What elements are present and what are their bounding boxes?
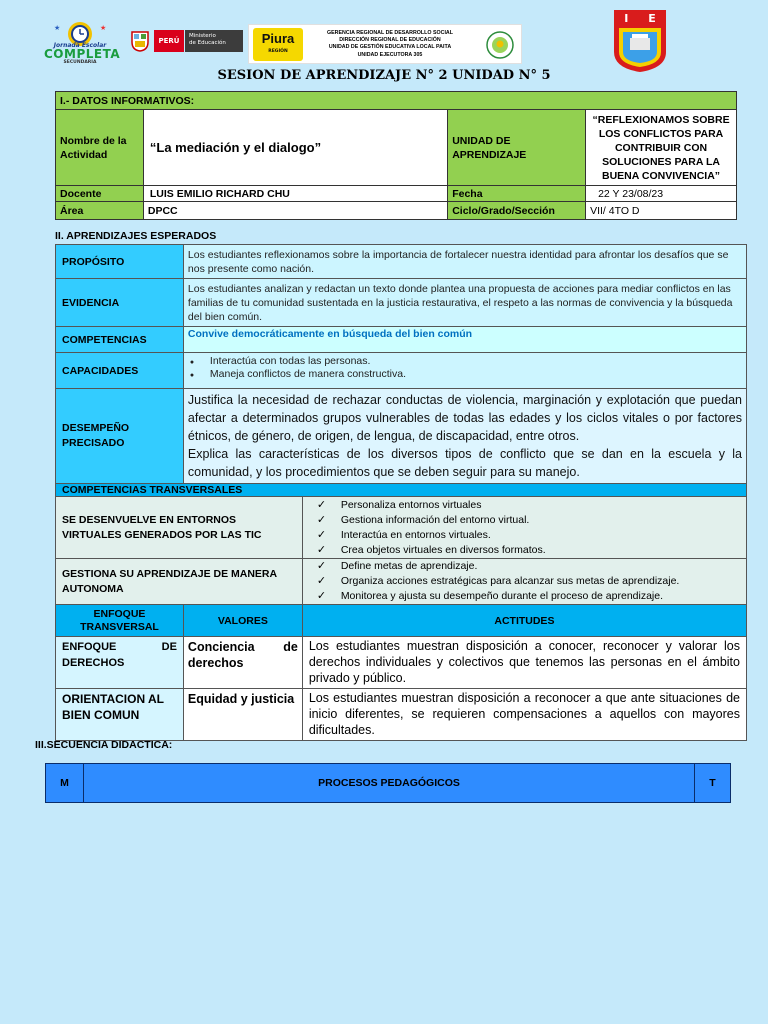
nombre-label: Nombre de la Actividad — [56, 110, 144, 186]
desempeno-paragraph-2: Explica las características de los diversos tipos de conflicto que se dan en la escuela y la comunidad, y los procedimientos que se deben seguir para su manejo. — [187, 447, 742, 479]
capacidades-label: CAPACIDADES — [56, 353, 184, 389]
transversales-header: COMPETENCIAS TRANSVERSALES — [56, 484, 747, 497]
valores-header: VALORES — [183, 605, 302, 637]
fecha-label: Fecha — [448, 186, 586, 202]
list-item: ✓ Personaliza entornos virtuales — [341, 498, 746, 513]
ugel-emblem-icon — [485, 30, 515, 60]
gerencia-line: UNIDAD DE GESTIÓN EDUCATIVA LOCAL PAITA — [328, 44, 452, 51]
logo-jec-top-text: Jornada Escolar — [53, 42, 107, 49]
piura-logo — [253, 28, 303, 61]
jornada-escolar-completa-logo — [44, 18, 121, 66]
list-item: ✓ Monitorea y ajusta su desempeño durante el proceso de aprendizaje. — [341, 589, 746, 604]
tic-list — [303, 498, 746, 558]
autonoma-cell — [302, 559, 746, 605]
enfoque-derechos-valor: Conciencia de derechos — [183, 637, 302, 689]
piura-region-banner — [248, 24, 522, 64]
capacidades-list — [188, 355, 742, 381]
piura-logo-text: Piura — [261, 31, 295, 46]
datos-section-title: I.- DATOS INFORMATIVOS: — [56, 92, 737, 110]
competencias-label: COMPETENCIAS — [56, 327, 184, 353]
svg-text:★: ★ — [100, 24, 107, 32]
actitudes-header: ACTITUDES — [302, 605, 746, 637]
ie-letters: I E — [624, 12, 664, 25]
evidencia-value: Los estudiantes analizan y redactan un texto donde plantea una propuesta de acciones para mediar conflictos en las familias de tu comunidad sustentada en la justicia restaurativa, el respeto a las normas de convivencia y la búsqueda del bien común. — [183, 279, 746, 327]
tic-label: SE DESENVUELVE EN ENTORNOS VIRTUALES GENERADOS POR LAS TIC — [56, 497, 303, 559]
enfoque-bien-comun-valor: Equidad y justicia — [183, 689, 302, 741]
desempeno-cell — [183, 389, 746, 484]
col-m-header: M — [46, 764, 84, 803]
area-label: Área — [56, 202, 144, 220]
aprendizajes-section-title: II. APRENDIZAJES ESPERADOS — [55, 230, 217, 242]
capacidades-cell — [183, 353, 746, 389]
svg-text:★: ★ — [54, 24, 61, 32]
desempeno-label: DESEMPEÑO PRECISADO — [56, 389, 184, 484]
piura-logo-sub: REGIÓN — [268, 49, 288, 54]
enfoque-derechos-actitud: Los estudiantes muestran disposición a conocer, reconocer y valorar los derechos individuales y colectivos que tenemos las personas en el ámbito privado y público. — [302, 637, 746, 689]
unidad-value: “REFLEXIONAMOS SOBRE LOS CONFLICTOS PARA CONTRIBUIR CON SOLUCIONES PARA LA BUENA CONVIVENCIA” — [586, 110, 737, 186]
ciclo-label: Ciclo/Grado/Sección — [448, 202, 586, 220]
tic-cell — [302, 497, 746, 559]
page-title: SESION DE APRENDIZAJE N° 2 UNIDAD N° 5 — [217, 68, 551, 83]
list-item: ✓ Organiza acciones estratégicas para alcanzar sus metas de aprendizaje. — [341, 574, 746, 589]
datos-informativos-table — [55, 91, 737, 220]
docente-label: Docente — [56, 186, 144, 202]
secuencia-section-title: III.SECUENCIA DIDACTICA: — [35, 739, 173, 751]
institucion-educativa-shield — [612, 8, 668, 74]
logo-jec-main-text: COMPLETA — [44, 47, 121, 61]
ciclo-value: VII/ 4TO D — [586, 202, 737, 220]
competencias-value: Convive democráticamente en búsqueda del bien común — [183, 327, 746, 353]
fecha-value: 22 Y 23/08/23 — [586, 186, 737, 202]
list-item: ✓ Define metas de aprendizaje. — [341, 559, 746, 574]
list-item: ✓ Interactúa en entornos virtuales. — [341, 528, 746, 543]
col-procesos-header: PROCESOS PEDAGÓGICOS — [84, 764, 695, 803]
proposito-label: PROPÓSITO — [56, 245, 184, 279]
desempeno-paragraph-1: Justifica la necesidad de rechazar conductas de violencia, marginación y explotación que puedan afectar a determinados grupos vulnerables de todas las edades y los ciclos vitales o por factores étnicos, de género, de origen, de lengua, de discapacidad, entre otros. — [187, 393, 742, 443]
peru-shield-icon — [130, 30, 150, 52]
autonoma-list — [303, 559, 746, 604]
enfoque-header: ENFOQUE TRANSVERSAL — [56, 605, 184, 637]
minedu-line2: de Educación — [189, 40, 226, 46]
docente-value: LUIS EMILIO RICHARD CHU — [143, 186, 447, 202]
gerencia-line: UNIDAD EJECUTORA 305 — [357, 51, 423, 58]
list-item: ● Maneja conflictos de manera constructiva. — [210, 368, 742, 381]
peru-label: PERÚ — [154, 30, 184, 52]
gerencia-text — [307, 30, 473, 59]
enfoque-bien-comun-actitud: Los estudiantes muestran disposición a reconocer a que ante situaciones de inicio diferentes, se requieren compensaciones a aquellos con mayores dificultades. — [302, 689, 746, 741]
evidencia-label: EVIDENCIA — [56, 279, 184, 327]
gerencia-line: GERENCIA REGIONAL DE DESARROLLO SOCIAL — [327, 30, 453, 36]
aprendizajes-table — [55, 244, 747, 741]
list-item: ✓ Gestiona información del entorno virtual. — [341, 513, 746, 528]
secuencia-table — [45, 763, 731, 803]
logo-jec-sub-text: SECUNDARIA — [63, 60, 97, 65]
nombre-value: “La mediación y el dialogo” — [143, 110, 447, 186]
minedu-label — [185, 30, 243, 52]
list-item: ✓ Crea objetos virtuales en diversos formatos. — [341, 543, 746, 558]
enfoque-bien-comun-name: ORIENTACION AL BIEN COMUN — [56, 689, 184, 741]
col-t-header: T — [695, 764, 731, 803]
enfoque-derechos-name: ENFOQUE DE DERECHOS — [56, 637, 184, 689]
gerencia-line: DIRECCIÓN REGIONAL DE EDUCACIÓN — [339, 37, 441, 44]
peru-ministerio-logo — [130, 28, 244, 54]
unidad-label: UNIDAD DE APRENDIZAJE — [448, 110, 586, 186]
minedu-line1: Ministerio — [189, 33, 216, 39]
autonoma-label: GESTIONA SU APRENDIZAJE DE MANERA AUTONOMA — [56, 559, 303, 605]
proposito-value: Los estudiantes reflexionamos sobre la importancia de fortalecer nuestra identidad para afrontar los desafíos que se nos presente como nación. — [183, 245, 746, 279]
list-item: ● Interactúa con todas las personas. — [210, 355, 742, 368]
area-value: DPCC — [143, 202, 447, 220]
